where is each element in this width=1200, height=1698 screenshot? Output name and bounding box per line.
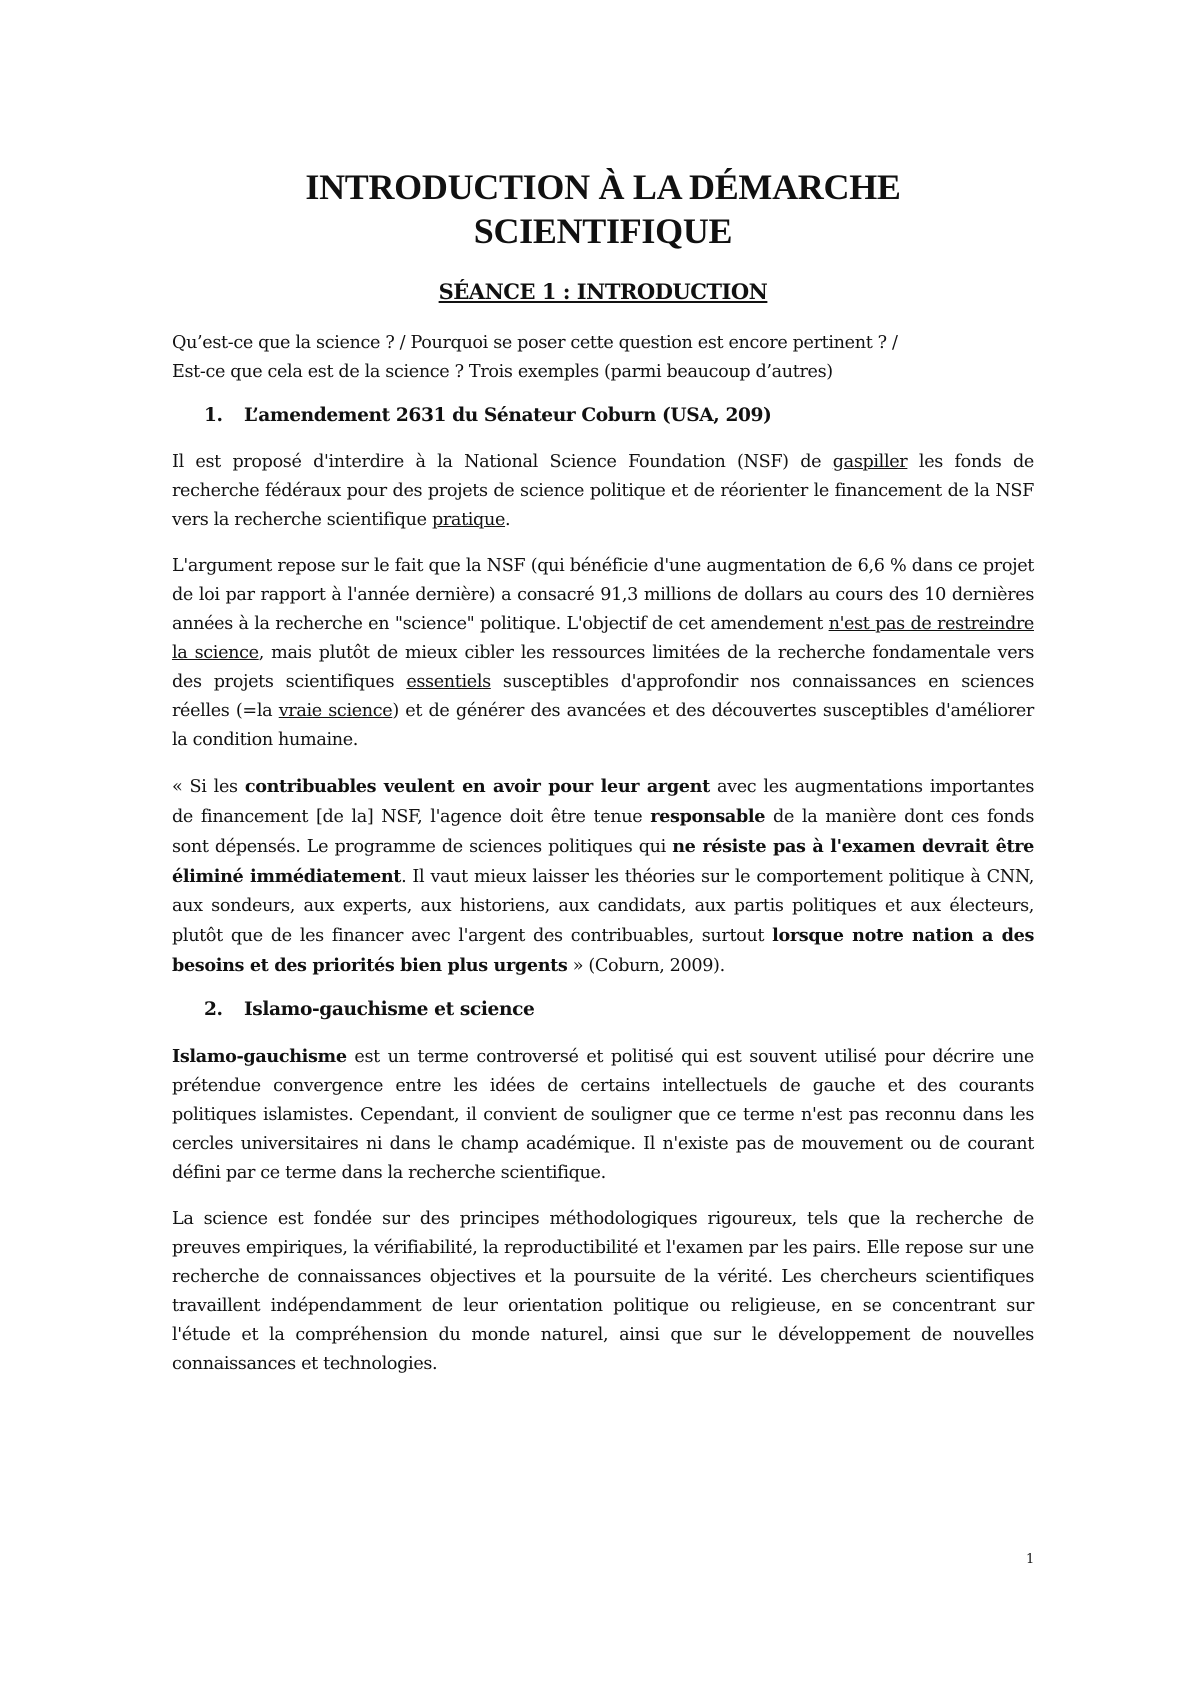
intro-paragraph [172,329,1034,387]
section-1-paragraph-1 [172,448,1034,535]
text-run: L'argument repose sur le fait que la NSF (qui bénéficie d'une augmentation de 6,6 % dans ce projet de loi par rapport à l'année dernière) a consacré 91,3 millions de dollars au cours des 10 dernières années à la recherche en "science" politique. L'objectif de cet amendement [172,556,1034,634]
text-run: . [505,510,511,530]
section-2-heading [204,995,1034,1025]
bold-text: Islamo-gauchisme [172,1046,347,1067]
section-1-heading [204,401,1034,431]
text-run: de la manière dont ces fonds sont dépensés. Le programme de sciences politiques qui [172,807,1035,857]
title-line-1: INTRODUCTION À LA DÉMARCHE [305,167,901,207]
text-run: ) et de générer des avancées et des découvertes susceptibles d'améliorer la condition humaine. [172,701,1034,750]
underlined-text: gaspiller [832,452,908,472]
page-content [172,165,1034,1379]
section-2-paragraph-2: La science est fondée sur des principes méthodologiques rigoureux, tels que la recherche de preuves empiriques, la vérifiabilité, la reproductibilité et l'examen par les pairs. Elle repose sur une recherche de connaissances objectives et la poursuite de la vérité. Les chercheurs scientifiques travaillent indépendamment de leur orientation politique ou religieuse, en se concentrant sur l'étude et la compréhension du monde naturel, ainsi que sur le développement de nouvelles connaissances et technologies. [172,1209,1034,1374]
text-run: Il est proposé d'interdire à la National Science Foundation (NSF) de [172,452,833,472]
text-run: est un terme controversé et politisé qui est souvent utilisé pour décrire une prétendue convergence entre les idées de certains intellectuels de gauche et des courants politiques islamistes. Cependant, il convient de souligner que ce terme n'est pas reconnu dans les cercles universitaires ni dans le champ académique. Il n'existe pas de mouvement ou de courant défini par ce terme dans la recherche scientifique. [172,1047,1034,1183]
text-run: les fonds de recherche fédéraux pour des projets de science politique et de réorienter le financement de la NSF vers la recherche scientifique [172,452,1034,530]
underlined-text: vraie science [278,701,393,721]
bold-text: ne résiste pas à l'examen devrait être éliminé immédiatement [172,836,1034,887]
text-run: « Si les [172,777,245,797]
text-run: . Il vaut mieux laisser les théories sur le comportement politique à CNN, aux sondeurs, aux experts, aux historiens, aux candidats, aux partis politiques et aux électeurs, plutôt que de les financer avec l'argent des contribuables, surtout [172,867,1035,946]
text-run: » (Coburn, 2009). [567,956,725,976]
title-line-2: SCIENTIFIQUE [473,211,733,251]
underlined-text: n'est pas de restreindre la science [172,614,1034,663]
section-2-number: 2. [204,999,223,1020]
bold-text: responsable [650,806,766,827]
bold-text: contribuables veulent en avoir pour leur argent [244,776,710,797]
text-run: avec les augmentations importantes de financement [de la] NSF, l'agence doit être tenue [172,777,1035,827]
text-run: susceptibles d'approfondir nos connaissances en sciences réelles (=la [172,672,1034,721]
bold-text: lorsque notre nation a des besoins et des priorités bien plus urgents [172,925,1034,976]
session-subtitle: SÉANCE 1 : INTRODUCTION [438,279,768,304]
section-2-paragraph-1 [172,1042,1034,1188]
section-1-number: 1. [204,405,223,426]
intro-line-1: Qu’est-ce que la science ? / Pourquoi se poser cette question est encore pertinent ? / [172,333,898,353]
section-2-title: Islamo-gauchisme et science [244,999,535,1020]
section-1-title: L’amendement 2631 du Sénateur Coburn (USA, 209) [244,405,772,426]
intro-line-2: Est-ce que cela est de la science ? Trois exemples (parmi beaucoup d’autres) [172,362,833,382]
underlined-text: essentiels [406,672,491,692]
text-run: , mais plutôt de mieux cibler les ressources limitées de la recherche fondamentale vers des projets scientifiques [172,643,1035,692]
page-number: 1 [1026,1552,1035,1567]
section-1-paragraph-2 [172,552,1034,755]
document-title [172,165,1034,253]
underlined-text: pratique [431,510,506,530]
coburn-quote [172,772,1034,981]
